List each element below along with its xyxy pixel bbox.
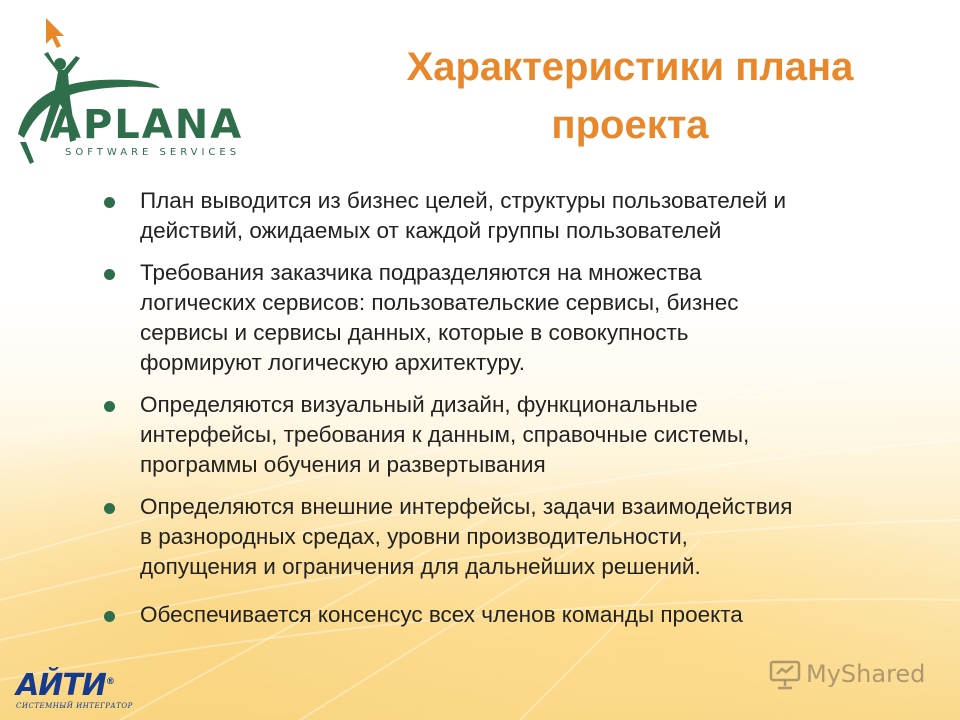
bullet-dot-icon [104, 611, 115, 622]
bullet-item [100, 600, 930, 630]
ait-logo-name [16, 668, 114, 703]
aplana-logo-name: APLANA [50, 102, 244, 148]
bullet-line: Определяются визуальный дизайн, функциональные [140, 392, 698, 417]
bullet-line: программы обучения и развертывания [140, 452, 546, 477]
slide-title-line-2: проекта [551, 103, 709, 147]
aplana-logo-tagline: SOFTWARE SERVICES [65, 147, 241, 158]
ait-logo-letters: АЙТИ [16, 668, 106, 703]
ait-logo-subtitle: СИСТЕМНЫЙ ИНТЕГРАТОР [16, 702, 133, 710]
bullet-line: Требования заказчика подразделяются на множества [140, 260, 702, 285]
aplana-logo [10, 14, 280, 164]
ait-logo-registered: ® [105, 677, 114, 687]
bullet-line: Определяются внешние интерфейсы, задачи взаимодействия [140, 494, 793, 519]
bullet-line: логических сервисов: пользовательские сервисы, бизнес [140, 290, 739, 315]
bullet-line: Обеспечивается консенсус всех членов команды проекта [140, 602, 743, 627]
bullet-line: в разнородных средах, уровни производительности, [140, 524, 688, 549]
slide-title [330, 38, 930, 154]
bullet-item [100, 390, 930, 480]
bullet-item [100, 258, 930, 378]
bullet-dot-icon [104, 269, 115, 280]
bullet-line: действий, ожидаемых от каждой группы пользователей [140, 218, 722, 243]
bullet-line: План выводится из бизнес целей, структуры пользователей и [140, 188, 787, 213]
bullet-line: сервисы и сервисы данных, которые в совокупность [140, 320, 689, 345]
bullet-item [100, 492, 930, 582]
bullet-line: допущения и ограничения для дальнейших решений. [140, 554, 701, 579]
bullet-dot-icon [104, 197, 115, 208]
bullet-line: интерфейсы, требования к данным, справочные системы, [140, 422, 750, 447]
bullet-list [100, 186, 930, 642]
presentation-board-icon [768, 658, 802, 690]
bullet-dot-icon [104, 401, 115, 412]
bullet-line: формируют логическую архитектуру. [140, 350, 525, 375]
slide-title-line-1: Характеристики плана [406, 45, 854, 89]
watermark-text: MyShared [806, 660, 926, 688]
bullet-dot-icon [104, 503, 115, 514]
bullet-item [100, 186, 930, 246]
